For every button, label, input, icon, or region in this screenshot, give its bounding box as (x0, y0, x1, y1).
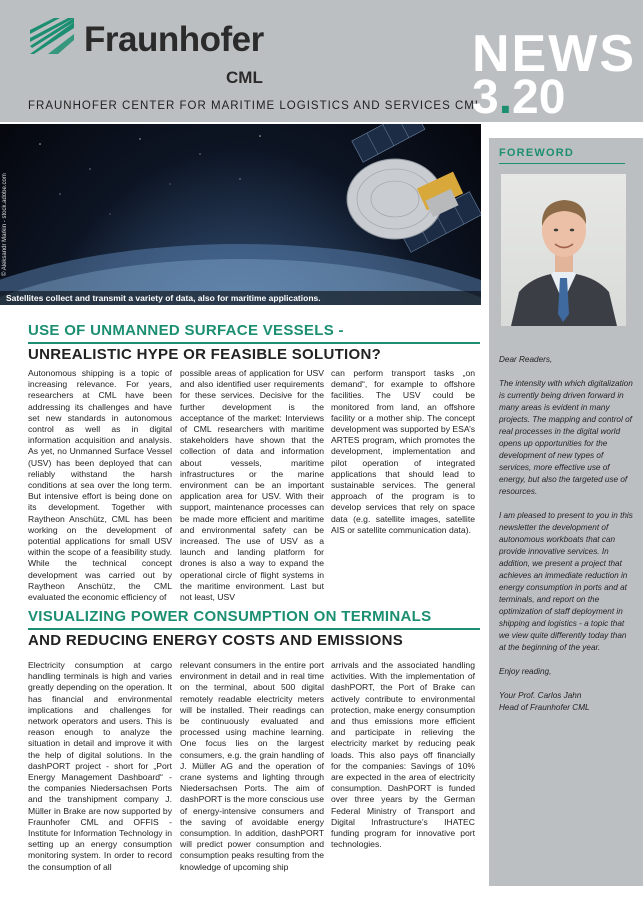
article1-rule (28, 342, 480, 344)
article2-rule (28, 628, 480, 630)
article1-column-2: possible areas of application for USV and also identified user requirements for these services. Decisive for the further development is the acceptance of the market: Interviews of CML researchers with maritime stakeholders have shown that the collection of data and information about vessels, maritime infrastructures or the marine environment can be an important application area for USV. With their support, maintenance processes can be made more efficient and maritime and environmental safety can be increased. The use of USV as a launch and landing platform for drones is also a way to expand the operational circle of flight systems in the maritime environment. Last but not least, USV (180, 368, 324, 603)
fraunhofer-logo-icon (28, 16, 76, 56)
foreword-title: FOREWORD (499, 147, 574, 159)
article2-headline-a: VISUALIZING POWER CONSUMPTION ON TERMINALS (28, 608, 432, 625)
article2-column-3: arrivals and the associated handling activities. With the implementation of dashPORT, the Port of Brake can actively contribute to environmental protection, make energy consumption and thus emissions more efficient and participate in relieving the electricity market by reducing peak loads. This also pays off financially for the companies: Savings of 10% are expected in the area of electricity consumption. DashPORT is funded over three years by the German Federal Ministry of Transport and Digital Infrastructure’s IHATEC funding program for innovative port technologies. (331, 660, 475, 850)
logo-subtitle: CML (226, 68, 263, 87)
hero-caption: Satellites collect and transmit a variety of data, also for maritime applications. (0, 291, 481, 305)
logo-wordmark: Fraunhofer (84, 20, 264, 59)
photo-credit: © Aleksandr Markin - stock.adobe.com (2, 173, 8, 276)
foreword-greeting: Dear Readers, (499, 355, 553, 364)
article2-column-1: Electricity consumption at cargo handling terminals is high and varies greatly depending on the operation. It has financial and environmental implications and challenges for network operators and users. This is reason enough to analyze the situation in detail and improve it with the help of digital solutions. In the dashPORT project - short for „Port Energy Management Dashboard“ - the companies Niedersachsen Ports and the transhipment company J. Müller in Brake are now supported by Fraunhofer CML and OFFIS - Institute for Information Technology in setting up an energy consumption monitoring system. In order to record the consumption of all (28, 660, 172, 872)
article1-column-1: Autonomous shipping is a topic of increasing relevance. For years, researchers at CML have been addressing its challenges and have set new standards in autonomous control as well as in digital information acquisition and analysis. As yet, no Unmanned Surface Vessel (USV) has been deployed that can reliably withstand the harsh conditions at sea over the long term. But intensive effort is being done on its development. Together with Raytheon Anschütz, CML has been working on the development of potential applications for small USV within the scope of a feasibility study. While the technical concept development was carried out by Raytheon Anschütz, the CML evaluated the economic efficiency of (28, 368, 172, 603)
foreword-sidebar (489, 138, 643, 886)
foreword-signature-title: Head of Fraunhofer CML (499, 703, 590, 712)
foreword-text (499, 354, 633, 714)
masthead (0, 0, 643, 122)
portrait-illustration (501, 174, 626, 326)
foreword-paragraph-1: The intensity with which digitalization is currently being driven forward in many areas is evident in many projects. The mapping and control of real processes in the digital world opens up opportunities for the development of new types of services, more effective use of energy, but also the targeted use of resources. (499, 379, 633, 496)
news-label: NEWS (472, 25, 636, 83)
foreword-closing: Enjoy reading, (499, 667, 552, 676)
article1-headline-a: USE OF UNMANNED SURFACE VESSELS - (28, 322, 344, 339)
article1-headline-b: UNREALISTIC HYPE OR FEASIBLE SOLUTION? (28, 346, 382, 363)
institute-tagline: FRAUNHOFER CENTER FOR MARITIME LOGISTICS AND SERVICES CML (28, 100, 483, 112)
foreword-paragraph-2: I am pleased to present to you in this newsletter the development of autonomous workboats that can provide innovative services. In addition, we present a project that achieves an immediate reduction in energy consumption in ports and at terminals, and report on the optimization of staff deployment in shipping and logistics - a topic that we view quite differently today than at the beginning of the year. (499, 511, 633, 652)
article2-column-2: relevant consumers in the entire port environment in detail and in real time on the terminal, about 500 digital remotely readable electricity meters will be installed. Their readings can be continuously evaluated and processed using machine learning. One focus lies on the largest consumers, e.g. the grain handling of J. Müller AG and the operation of crane systems and lighting through Niedersachsen Ports. The aim of dashPORT is the more conscious use of energy-intensive consumers and the saving of avoidable energy consumption. In addition, dashPORT will predict power consumption and consumption peaks resulting from the knowledge of upcoming ship (180, 660, 324, 872)
article1-column-3: can perform transport tasks „on demand“, for example to offshore facilities. The USV could be monitored from land, an offshore facility or a mother ship. The concept development was supported by ESA’s ARTES program, which promotes the development, implementation and pilot operation of integrated applications that should lead to sustainable services. The general approach of the program is to develop services that rely on space data (e.g. satellite images, satellite AIS or satellite communication data). (331, 368, 475, 535)
article2-headline-b: AND REDUCING ENERGY COSTS AND EMISSIONS (28, 632, 404, 649)
foreword-signature-name: Your Prof. Carlos Jahn (499, 691, 582, 700)
issue-number: 3.20 (472, 71, 566, 124)
foreword-rule (499, 163, 625, 164)
satellite-hero-image (0, 124, 481, 305)
satellite-illustration (0, 124, 481, 305)
author-portrait (501, 174, 626, 326)
